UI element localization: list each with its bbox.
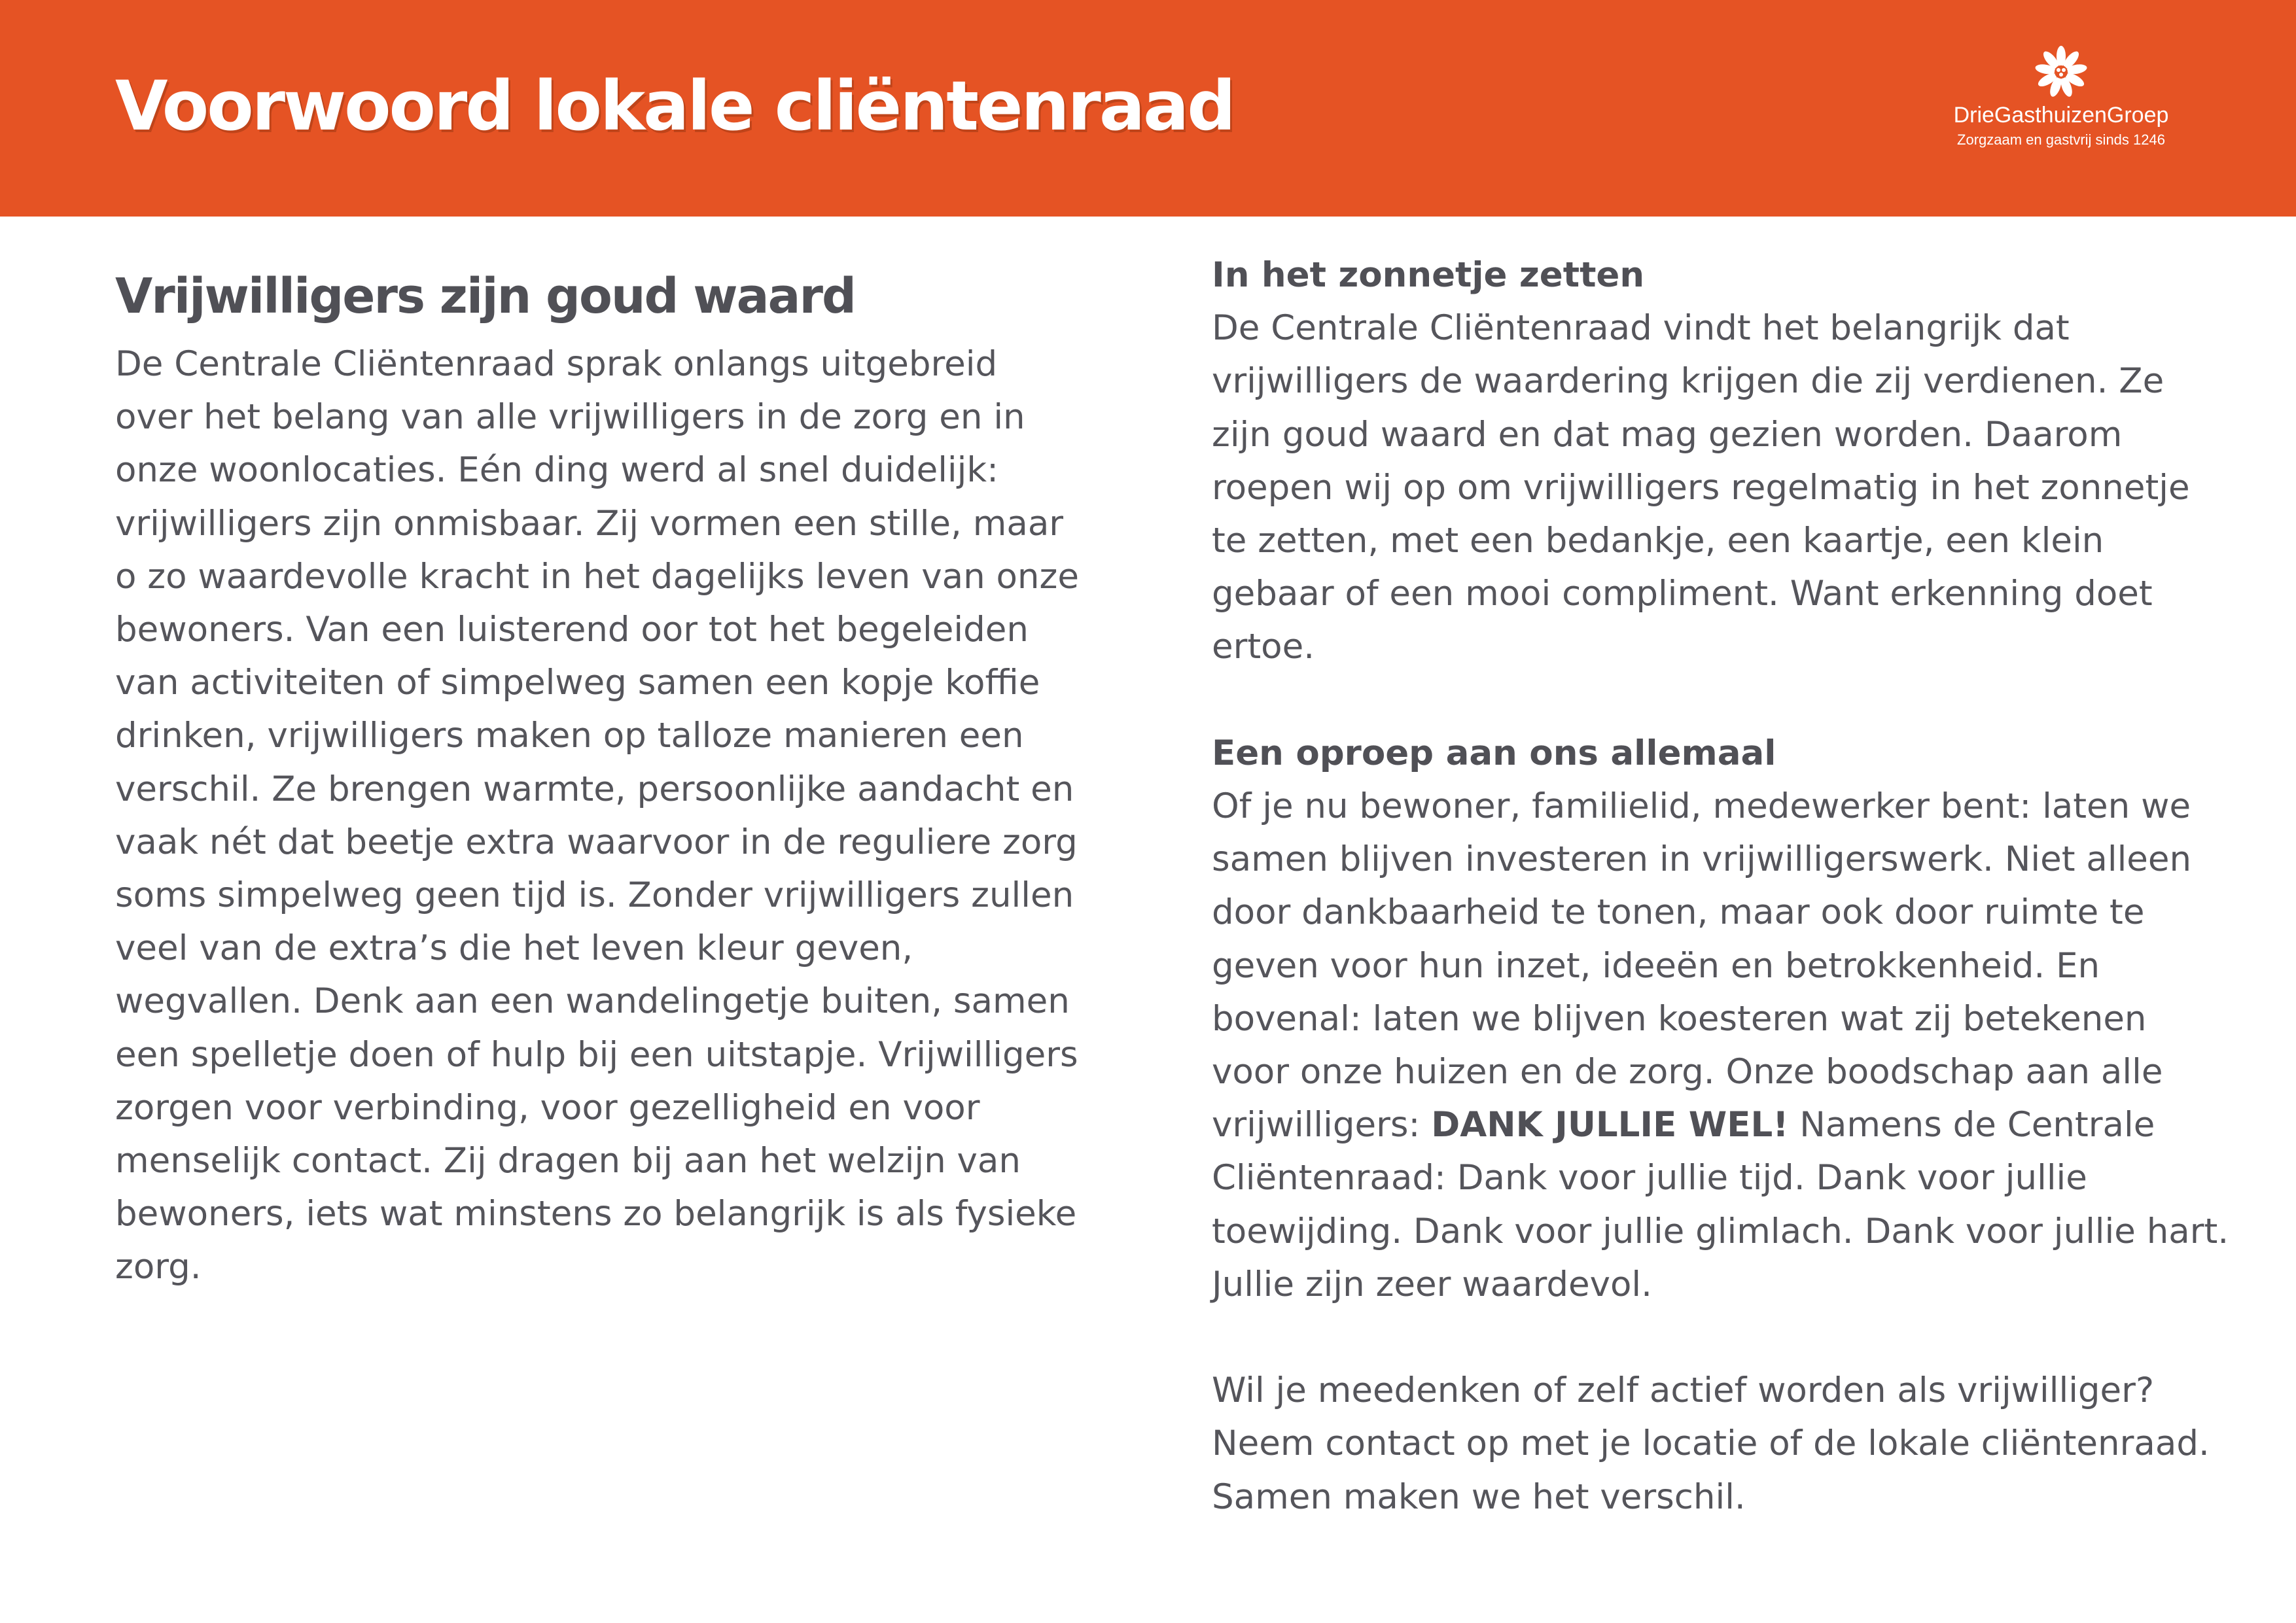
section-spotlight	[1212, 249, 2233, 674]
header-bar	[0, 0, 2296, 217]
section-call-to-all	[1212, 727, 2233, 1311]
section-heading-volunteers: Vrijwilligers zijn goud waard	[115, 268, 855, 324]
thank-you-emphasis: DANK JULLIE WEL!	[1431, 1105, 1789, 1145]
logo	[1937, 46, 2185, 164]
call-text-after: Namens de Centrale Cliëntenraad: Dank voor jullie tijd. Dank voor jullie toewijding. Dank voor jullie glimlach. Dank voor jullie hart. Jullie zijn zeer waardevol.	[1212, 1105, 2229, 1304]
closing-paragraph: Wil je meedenken of zelf actief worden als vrijwilliger? Neem contact op met je locatie of de lokale cliëntenraad. Samen maken we het verschil.	[1212, 1370, 2210, 1517]
volunteers-paragraph: De Centrale Cliëntenraad sprak onlangs uitgebreid over het belang van alle vrijwilligers in de zorg en in onze woonlocaties. Eén ding werd al snel duidelijk: vrijwilligers zijn onmisbaar. Zij vormen een stille, maar o zo waardevolle kracht in het dagelijks leven van onze bewoners. Van een luisterend oor tot het begeleiden van activiteiten of simpelweg samen een kopje koffie drinken, vrijwilligers maken op talloze manieren een verschil. Ze brengen warmte, persoonlijke aandacht en vaak nét dat beetje extra waarvoor in de reguliere zorg soms simpelweg geen tijd is. Zonder vrijwilligers zullen veel van de extra’s die het leven kleur geven, wegvallen. Denk aan een wandelingetje buiten, samen een spelletje doen of hulp bij een uitstapje. Vrijwilligers zorgen voor verbinding, voor gezelligheid en voor menselijk contact. Zij dragen bij aan het welzijn van bewoners, iets wat minstens zo belangrijk is als fysieke zorg.	[115, 344, 1079, 1287]
call-to-all-paragraph	[1212, 780, 2233, 1311]
logo-name: DrieGasthuizenGroep	[1953, 103, 2169, 128]
right-column	[1212, 249, 2233, 1524]
call-text-before: Of je nu bewoner, familielid, medewerker bent: laten we samen blijven investeren in vrijwilligerswerk. Niet alleen door dankbaarheid te tonen, maar ook door ruimte te geven voor hun inzet, ideeën en betrokkenheid. En bovenal: laten we blijven koesteren wat zij betekenen voor onze huizen en de zorg. Onze boodschap aan alle vrijwilligers:	[1212, 786, 2192, 1145]
subheading-spotlight: In het zonnetje zetten	[1212, 255, 1645, 295]
spacer	[1212, 1311, 2233, 1364]
spacer	[1212, 674, 2233, 727]
left-column	[115, 249, 1084, 1294]
page-title: Voorwoord lokale cliëntenraad	[115, 66, 1234, 146]
subheading-call-to-all: Een oproep aan ons allemaal	[1212, 733, 1776, 773]
spotlight-paragraph: De Centrale Cliëntenraad vindt het belangrijk dat vrijwilligers de waardering krijgen die zij verdienen. Ze zijn goud waard en dat mag gezien worden. Daarom roepen wij op om vrijwilligers regelmatig in het zonnetje te zetten, met een bedankje, een kaartje, een klein gebaar of een mooi compliment. Want erkenning doet ertoe.	[1212, 308, 2190, 667]
logo-tagline: Zorgzaam en gastvrij sinds 1246	[1957, 131, 2165, 148]
edelweiss-flower-icon	[1937, 46, 2185, 98]
